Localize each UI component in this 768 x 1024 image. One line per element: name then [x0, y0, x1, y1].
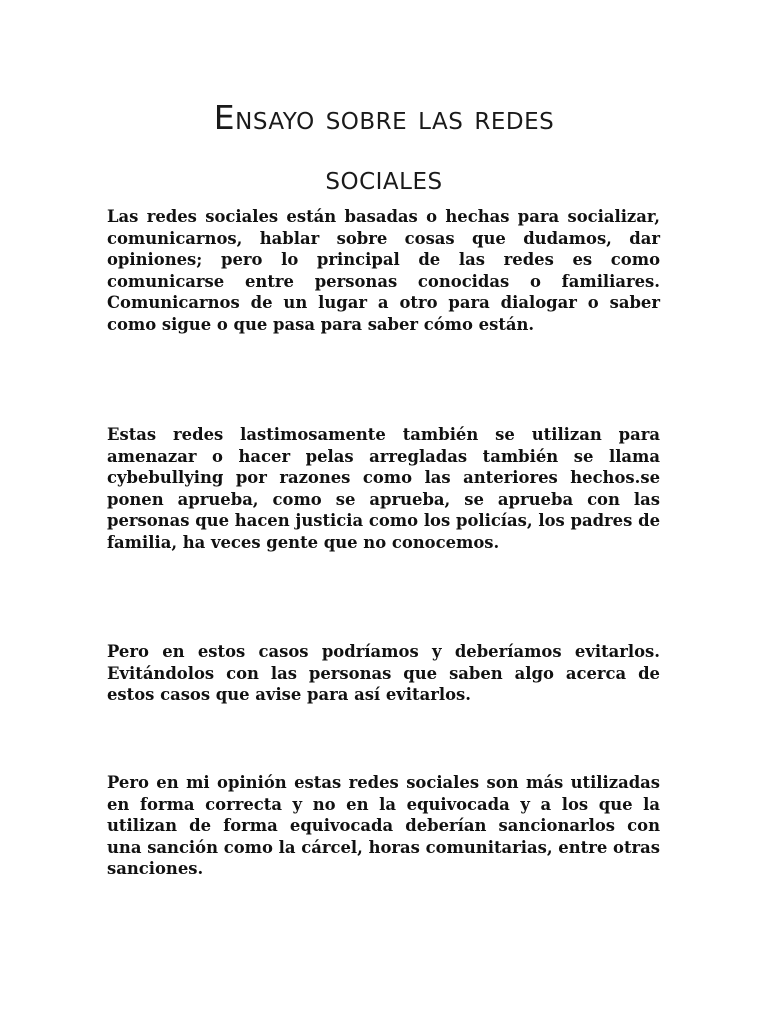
title-line-1: Ensayo sobre las redes [213, 98, 555, 137]
paragraph-4: Pero en mi opinión estas redes sociales son más utilizadas en forma correcta y no en la equivocada y a los que la utilizan de forma equivocada deberían sancionarlos con una sanción como la cárcel, horas comunitarias, entre otras sanciones. [107, 773, 660, 878]
title-line-2: sociales [325, 158, 443, 197]
paragraph-3: Pero en estos casos podríamos y deberíamos evitarlos. Evitándolos con las personas que saben algo acerca de estos casos que avise para así evitarlos. [107, 642, 660, 704]
document-title [60, 88, 708, 208]
paragraph-2: Estas redes lastimosamente también se utilizan para amenazar o hacer pelas arregladas también se llama cybebullying por razones como las anteriores hechos.se ponen aprueba, como se aprueba, se aprueba con las personas que hacen justicia como los policías, los padres de familia, ha veces gente que no conocemos. [107, 425, 660, 552]
paragraph-1: Las redes sociales están basadas o hechas para socializar, comunicarnos, hablar sobre cosas que dudamos, dar opiniones; pero lo principal de las redes es como comunicarse entre personas conocidas o familiares. Comunicarnos de un lugar a otro para dialogar o saber como sigue o que pasa para saber cómo están. [107, 207, 660, 334]
